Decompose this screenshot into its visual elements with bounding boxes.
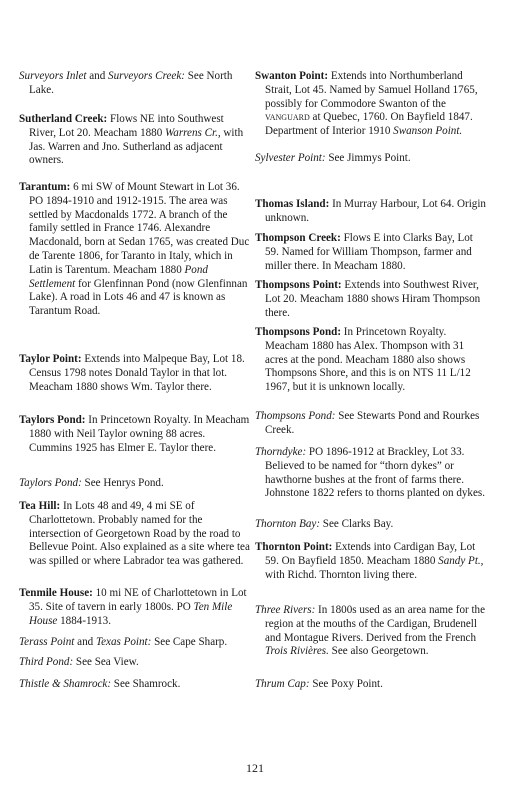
entry-text: PO 1896-1912 at Brackley, Lot 33. Believed to be named for “thorn dykes” or hawthorne bushes at the front of farms there. Johnstone 1822 refers to thorns planted on dykes. — [265, 446, 485, 500]
entry-text: Extends into Cardigan Bay, Lot 59. On Bayfield 1850. Meacham 1880 — [265, 541, 476, 567]
entry-text: See Stewarts Pond and Rourkes Creek. — [265, 410, 480, 436]
gazetteer-entry — [19, 587, 251, 628]
entry-headword-crossref: Thrum Cap: — [255, 678, 310, 690]
gazetteer-entry — [255, 678, 487, 692]
entry-text: See Poxy Point. — [309, 678, 383, 690]
entry-headword-crossref: Thornton Bay: — [255, 518, 321, 530]
entry-headword: Thompsons Pond: — [255, 326, 342, 338]
entry-text: 1884-1913. — [57, 614, 111, 627]
gazetteer-entry — [19, 656, 251, 670]
gazetteer-entry — [19, 414, 251, 455]
entry-text: Extends into Northumberland Strait, Lot 45. Named by Samuel Holland 1765, possibly for Commodore Swanton of the — [265, 70, 478, 110]
entry-headword: Tea Hill: — [19, 500, 61, 512]
entry-smallcaps-text: vanguard — [265, 111, 310, 124]
entry-text: Extends into Southwest River, Lot 20. Meacham 1880 shows Hiram Thompson there. — [265, 279, 481, 319]
entry-headword: Taylors Pond: — [19, 414, 86, 426]
entry-text: In Princetown Royalty. In Meacham 1880 with Neil Taylor owning 88 acres. Cummins 1925 has Elmer E. Taylor there. — [29, 414, 250, 454]
gazetteer-entry — [19, 181, 251, 319]
page-number: 121 — [246, 761, 264, 775]
gazetteer-entry — [255, 152, 487, 166]
gazetteer-entry — [19, 70, 251, 98]
gazetteer-entry — [255, 232, 487, 273]
entry-headword: Taylor Point: — [19, 353, 82, 365]
gazetteer-entry — [255, 279, 487, 320]
entry-text: for Glenfinnan Pond (now Glenfinnan Lake). A road in Lots 46 and 47 is known as Tarantum Road. — [29, 277, 248, 318]
gazetteer-entry — [255, 446, 487, 501]
gazetteer-entry — [255, 326, 487, 395]
entry-text: and — [74, 636, 96, 648]
entry-text: See Henrys Pond. — [81, 477, 164, 489]
entry-text: In 1800s used as an area name for the region at the mouths of the Cardigan, Brudenell and Montague Rivers. Derived from the French — [265, 604, 486, 644]
entry-headword: Swanton Point: — [255, 70, 329, 82]
entry-text: In Murray Harbour, Lot 64. Origin unknown. — [265, 198, 486, 224]
entry-italic-text: Texas Point: — [95, 636, 152, 648]
gazetteer-entry — [19, 636, 251, 650]
entry-italic-text: Trois Rivières. — [265, 645, 329, 658]
entry-headword-crossref: Thistle & Shamrock: — [19, 678, 112, 690]
gazetteer-entry — [19, 678, 251, 692]
entry-headword: Thomas Island: — [255, 198, 330, 210]
entry-headword: Thompsons Point: — [255, 279, 342, 291]
entry-text: See Cape Sharp. — [151, 636, 228, 648]
entry-text: and — [86, 70, 109, 82]
entry-text: See North Lake. — [29, 70, 233, 96]
entry-text: Extends into Malpeque Bay, Lot 18. Census 1798 notes Donald Taylor in that lot. Meacham 1880 shows Wm. Taylor there. — [29, 353, 245, 393]
entry-text: with Jas. Warren and Jno. Sutherland as adjacent owners. — [29, 126, 244, 167]
entry-headword-crossref: Third Pond: — [19, 656, 74, 668]
entry-text: See Shamrock. — [111, 678, 181, 690]
entry-text: In Lots 48 and 49, 4 mi SE of Charlottetown. Probably named for the intersection of Georgetown Road by the road to Bellevue Point. Also explained as a site where tea was spilled or where Labrador tea was gathered. — [29, 500, 250, 568]
entry-italic-text: Warrens Cr., — [165, 126, 221, 139]
entry-text: In Princetown Royalty. Meacham 1880 has Alex. Thompson with 31 acres at the pond. Meacham 1880 also shows Thompsons Shore, and this is on NTS 11 L/12 1967, but it is unknown locally. — [265, 326, 471, 394]
gazetteer-entry — [19, 113, 251, 168]
gazetteer-entry — [19, 353, 251, 394]
entry-text: Flows NE into Southwest River, Lot 20. Meacham 1880 — [29, 113, 224, 139]
gazetteer-entry — [255, 198, 487, 226]
entry-italic-text: Surveyors Creek: — [108, 70, 185, 82]
entry-text: See Sea View. — [73, 656, 139, 668]
entry-italic-text: Ten Mile House — [29, 600, 233, 627]
entry-headword-crossref: Three Rivers: — [255, 604, 316, 616]
entry-headword-crossref: Thorndyke: — [255, 446, 307, 458]
entry-headword-crossref: Taylors Pond: — [19, 477, 82, 489]
entry-headword: Sutherland Creek: — [19, 113, 108, 125]
entry-headword: Tenmile House: — [19, 587, 93, 599]
gazetteer-entry — [255, 541, 487, 582]
entry-text: 6 mi SW of Mount Stewart in Lot 36. PO 1894-1910 and 1912-1915. The area was settled by Macdonalds 1772. A branch of the family settled in France 1746. Alexandre Macdonald, born at Sedan 1765, was created Duc de Tarente 1806, for Taranto in Italy, which in Latin is Tarentum. Meacham 1880 — [29, 181, 250, 276]
entry-headword: Thornton Point: — [255, 541, 333, 553]
entry-headword: Thompson Creek: — [255, 232, 341, 244]
entry-headword-crossref: Surveyors Inlet — [19, 70, 87, 82]
gazetteer-entry — [19, 477, 251, 491]
entry-italic-text: Pond Settlement — [29, 263, 208, 290]
entry-text: Flows E into Clarks Bay, Lot 59. Named for William Thompson, farmer and miller there. In Meacham 1880. — [265, 232, 473, 272]
entry-italic-text: Swanson Point. — [393, 125, 463, 138]
entry-text: See Jimmys Point. — [325, 152, 411, 164]
entry-text: with Richd. Thornton living there. — [265, 568, 418, 581]
entry-headword: Tarantum: — [19, 181, 71, 193]
entry-text: at Quebec, 1760. On Bayfield 1847. Department of Interior 1910 — [265, 111, 473, 138]
entry-text: See Clarks Bay. — [320, 518, 394, 530]
gazetteer-entry — [255, 70, 487, 139]
gazetteer-entry — [19, 500, 251, 569]
entry-headword-crossref: Sylvester Point: — [255, 152, 326, 164]
entry-headword-crossref: Terass Point — [19, 636, 75, 648]
gazetteer-entry — [255, 410, 487, 438]
entry-text: See also Georgetown. — [328, 645, 429, 658]
gazetteer-entry — [255, 518, 487, 532]
entry-headword-crossref: Thompsons Pond: — [255, 410, 336, 422]
entry-text: 10 mi NE of Charlottetown in Lot 35. Site of tavern in early 1800s. PO — [29, 587, 247, 613]
gazetteer-entry — [255, 604, 487, 659]
entry-italic-text: Sandy Pt., — [438, 554, 484, 567]
